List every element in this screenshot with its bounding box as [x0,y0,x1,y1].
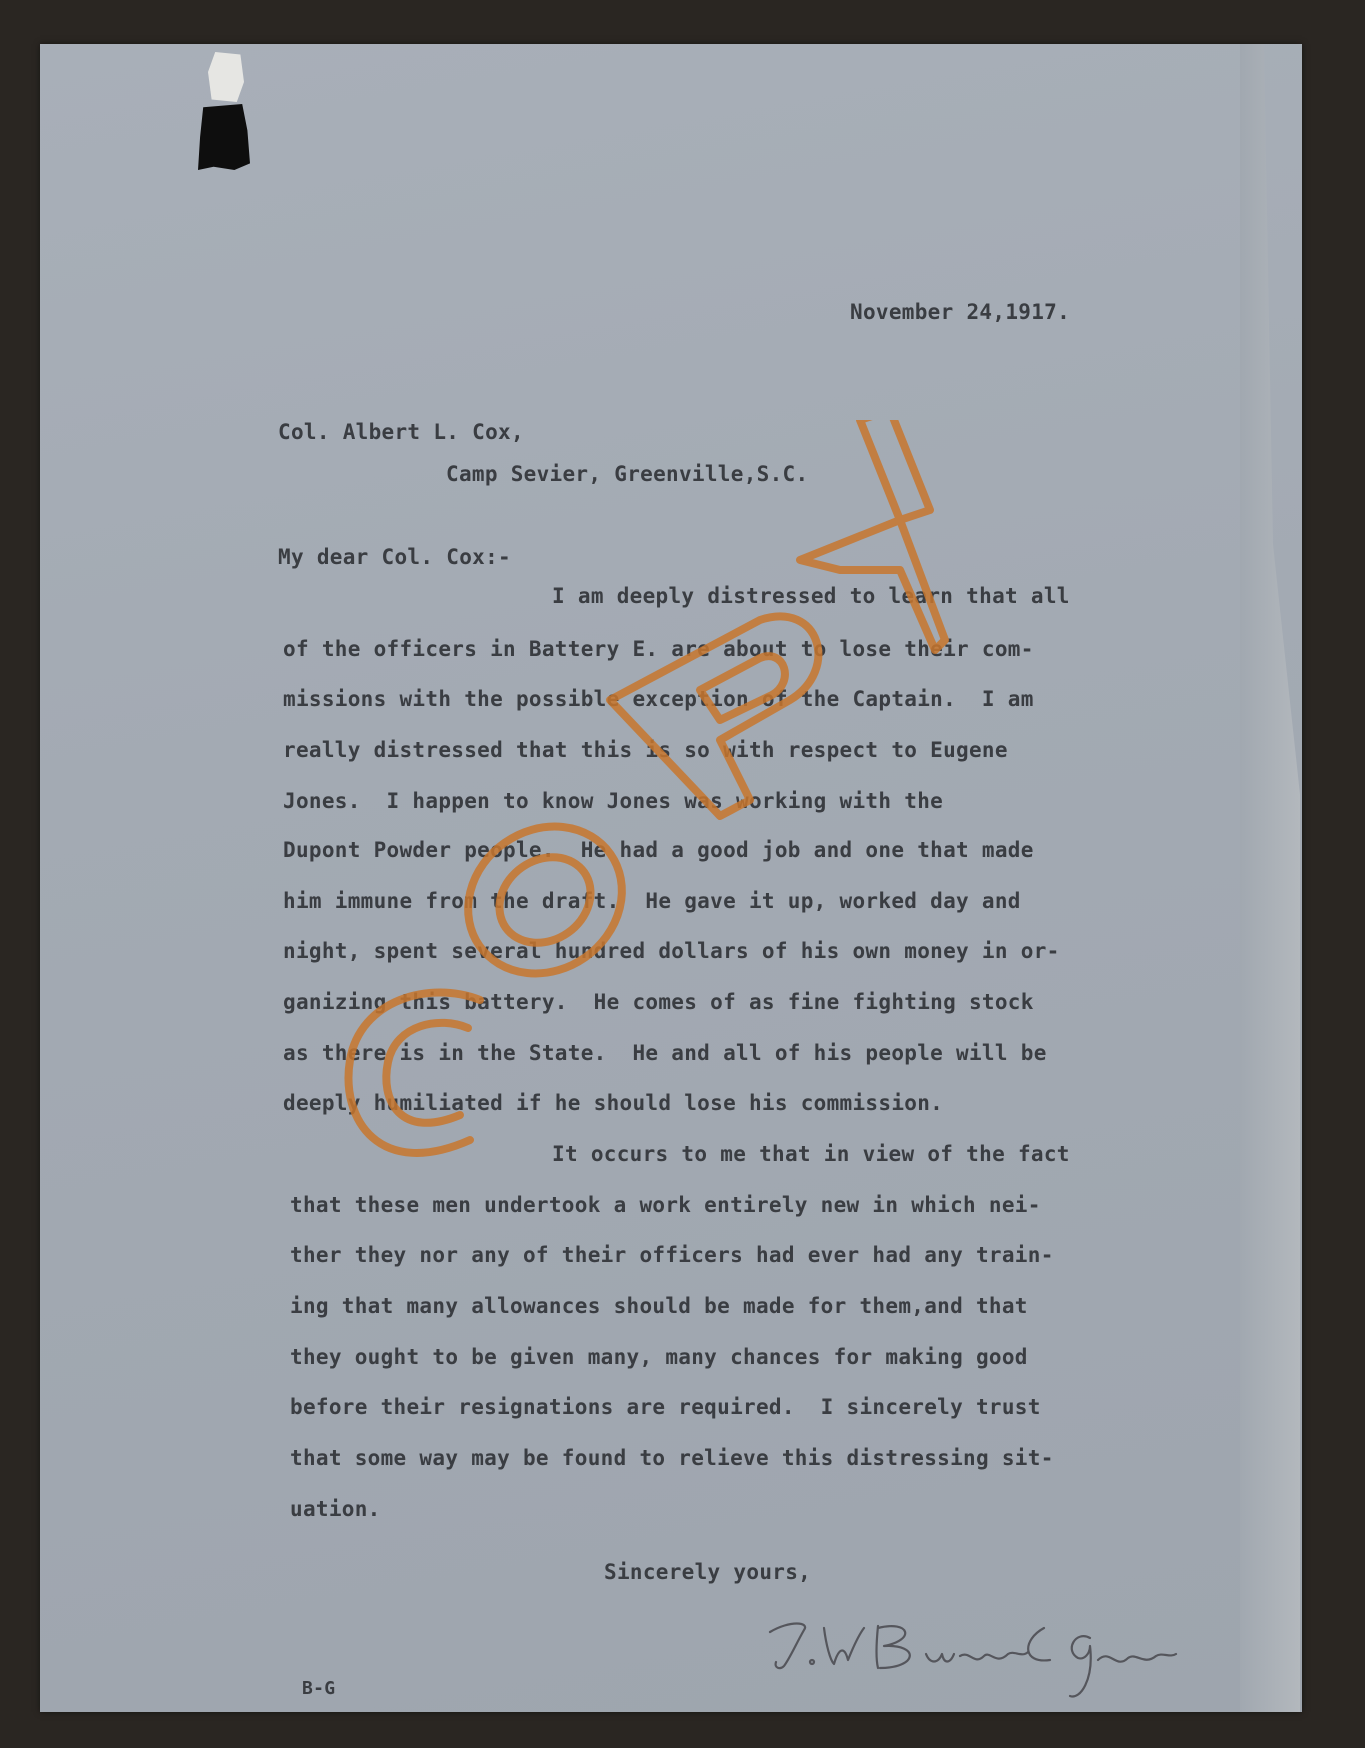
closing: Sincerely yours, [604,1560,812,1584]
body-line: ing that many allowances should be made for them,and that [290,1294,1028,1318]
body-line: Jones. I happen to know Jones was working with the [283,789,944,813]
body-line: missions with the possible exception of the Captain. I am [283,687,1034,711]
body-line: deeply humiliated if he should lose his commission. [283,1091,944,1115]
stamp-letter-c-inner [386,1023,468,1123]
body-line: It occurs to me that in view of the fact [552,1142,1070,1166]
body-line: him immune from the draft. He gave it up, worked day and [283,889,1021,913]
body-line: really distressed that this is so with respect to Eugene [283,738,1008,762]
body-line: of the officers in Battery E. are about to lose their com- [283,637,1034,661]
body-line: uation. [290,1497,381,1521]
typist-initials: B-G [302,1678,336,1699]
stamp-letter-o [439,797,650,1003]
stamp-letter-c [349,993,481,1153]
recipient-address: Camp Sevier, Greenville,S.C. [446,462,809,486]
salutation: My dear Col. Cox:- [278,545,511,569]
body-line: that these men undertook a work entirely new in which nei- [290,1193,1041,1217]
recipient-name: Col. Albert L. Cox, [278,420,524,444]
letter-date: November 24,1917. [850,300,1071,324]
body-line: night, spent several hundred dollars of his own money in or- [283,939,1060,963]
body-line: ther they nor any of their officers had ever had any train- [290,1243,1054,1267]
body-line: that some way may be found to relieve this distressing sit- [290,1446,1054,1470]
body-line: as there is in the State. He and all of his people will be [283,1041,1047,1065]
mounting-tab [198,104,250,170]
tape-fragment [208,52,244,102]
stamp-letter-y [800,420,945,650]
body-line: I am deeply distressed to learn that all [552,584,1070,608]
body-line: they ought to be given many, many chances for making good [290,1345,1028,1369]
body-line: before their resignations are required. I sincerely trust [290,1395,1041,1419]
body-line: ganizing this battery. He comes of as fine fighting stock [283,990,1034,1014]
copy-stamp [280,420,1100,1320]
body-line: Dupont Powder people. He had a good job and one that made [283,838,1034,862]
signature [760,1610,1180,1720]
stamp-letter-o-inner [483,840,608,961]
